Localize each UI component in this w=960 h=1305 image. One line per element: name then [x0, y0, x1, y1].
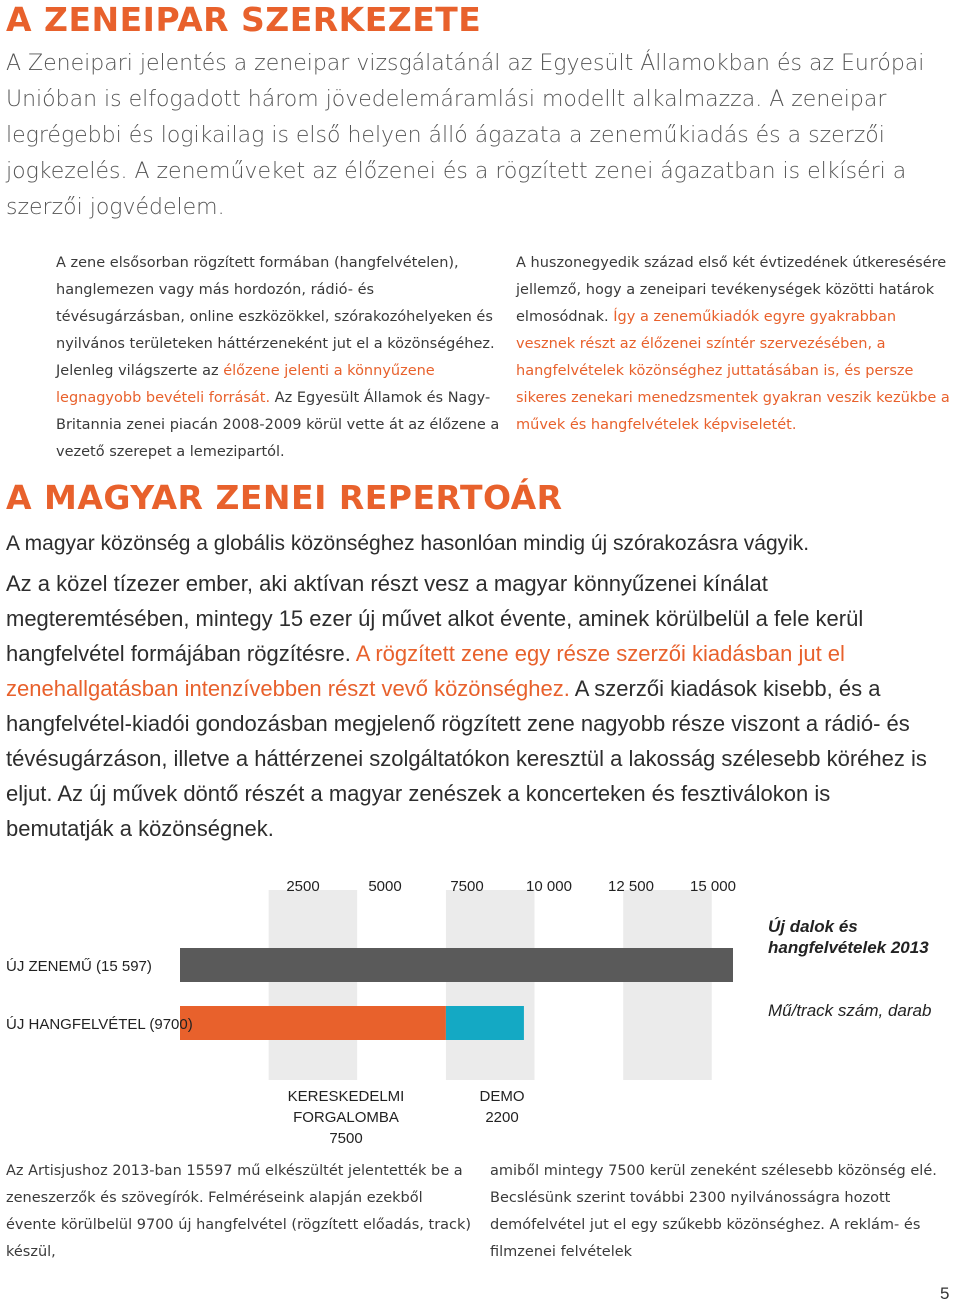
col-left-text-1: A zene elsősorban rögzített formában (hangfelvételen), hanglemezen vagy más hordozón, rádió- és tévésugárzásban, online eszközökkel, szórakozóhelyeken és nyilvános területeken háttérzeneként jut el a közönségéhez. Jelenleg világszerte az — [56, 255, 495, 379]
grid-stripe — [180, 890, 269, 1080]
tick-label: 12 500 — [608, 878, 654, 895]
tick-label: 2500 — [286, 878, 320, 895]
footer-right-paragraph: amiből mintegy 7500 kerül zeneként szélesebb közönség elé. Becslésünk szerint további 2300 nyilvánosságra hozott demófelvétel jut el egy szűkebb közönséghez. A reklám- és filmzenei felvételek — [490, 1163, 937, 1260]
grid-stripe — [357, 890, 446, 1080]
chart-legend-subtitle: Mű/track szám, darab — [768, 1001, 932, 1020]
repertoire-lead: A magyar közönség a globális közönséghez hasonlóan mindig új szórakozásra vágyik. — [6, 532, 810, 555]
grid-stripe — [269, 890, 358, 1080]
row-label-new-works: ÚJ ZENEMŰ (15 597) — [6, 958, 152, 975]
row-label-new-recordings: ÚJ HANGFELVÉTEL (9700) — [6, 1016, 193, 1033]
repertoire-highlight-orange: A rögzített zene egy része szerzői kiadásban jut el zenehallgatásban intenzívebben részt vevő közönséghez. — [6, 641, 845, 701]
page-number: 5 — [940, 1284, 950, 1303]
segment-label-commercial — [240, 1086, 452, 1149]
col-right-text-1: A huszonegyedik század első két évtizedének útkeresésére jellemző, hogy a zeneipari tevékenységek közötti határok elmosódnak. — [516, 255, 947, 325]
tick-label: 15 000 — [690, 878, 736, 895]
repertoire-text-1: Az a közel tízezer ember, aki aktívan részt vesz a magyar könnyűzenei kínálat megteremtésében, mintegy 15 ezer új művet alkot évente, aminek körülbelül a fele kerül hangfelvétel formájában rögzítésre. — [6, 571, 864, 666]
column-right-paragraph — [516, 250, 956, 439]
chart-legend-title: Új dalok és hangfelvételek 2013 — [768, 917, 929, 957]
column-left-paragraph — [56, 250, 501, 466]
grid-stripe — [712, 890, 733, 1080]
repertoire-text-3: Az új művek döntő részét a magyar zenészek a koncerteken és fesztiválokon is bemutatják a közönségnek. — [6, 781, 831, 841]
chart-area — [0, 860, 960, 1100]
lead-paragraph: A Zeneipari jelentés a zeneipar vizsgálatánál az Egyesült Államokban és az Európai Unióban is elfogadott három jövedelemáramlási modellt alkalmazza. A zeneipar legrégebbi és logikailag is első helyen álló ágazata a zeneműkiadás és a szerzői jogkezelés. A zeneműveket az élőzenei és a rögzített zenei ágazatban is elkíséri a szerzői jogvédelem. — [6, 51, 925, 220]
grid-stripe — [446, 890, 535, 1080]
col-left-highlight: élőzene jelenti a könnyűzene legnagyobb bevételi forrását. — [56, 363, 435, 406]
bar-new-works — [180, 948, 733, 982]
grid-stripe — [535, 890, 624, 1080]
col-left-text-2: Az Egyesült Államok és Nagy-Britannia zenei piacán 2008-2009 körül vette át az élőzene a vezető szerepet a lemezipartól. — [56, 390, 500, 460]
segment-label-demo — [462, 1086, 542, 1128]
grid-stripe — [623, 890, 712, 1080]
repertoire-body — [6, 566, 936, 846]
segment-label-demo-value: 2200 — [485, 1109, 519, 1126]
section-title-structure: A ZENEIPAR SZERKEZETE — [6, 0, 482, 39]
tick-label: 7500 — [450, 878, 484, 895]
tick-label: 10 000 — [526, 878, 572, 895]
repertoire-text-2: A szerzői kiadások kisebb, és a hangfelvétel-kiadói gondozásban megjelenő rögzített zene nagyobb része viszont a rádió- és tévésugárzáson, illetve a háttérzenei szolgáltatókon keresztül a lakosság szélesebb köréhez is eljut. — [6, 676, 927, 806]
bar-segment-demo — [446, 1006, 524, 1040]
footer-left-paragraph: Az Artisjushoz 2013-ban 15597 mű elkészültét jelentették be a zeneszerzők és szövegírók. Felméréseink alapján ezekből évente körülbelül 9700 új hangfelvétel (rögzített előadás, track) készül, — [6, 1163, 472, 1260]
segment-label-commercial-name: KERESKEDELMI FORGALOMBA — [287, 1088, 405, 1126]
segment-label-commercial-value: 7500 — [329, 1130, 363, 1147]
section-title-repertoire: A MAGYAR ZENEI REPERTOÁR — [6, 478, 563, 517]
tick-label: 5000 — [368, 878, 402, 895]
col-right-highlight: Így a zeneműkiadók egyre gyakrabban vesznek részt az élőzenei színtér szervezésében, a hangfelvételek közönséghez juttatásában is, és persze sikeres zenekari menedzsmentek gyakran veszik kezükbe a művek és hangfelvételek képviseletét. — [516, 309, 950, 433]
bar-chart — [0, 860, 960, 1100]
segment-label-demo-name: DEMO — [479, 1088, 525, 1105]
bar-segment-commercial — [180, 1006, 446, 1040]
